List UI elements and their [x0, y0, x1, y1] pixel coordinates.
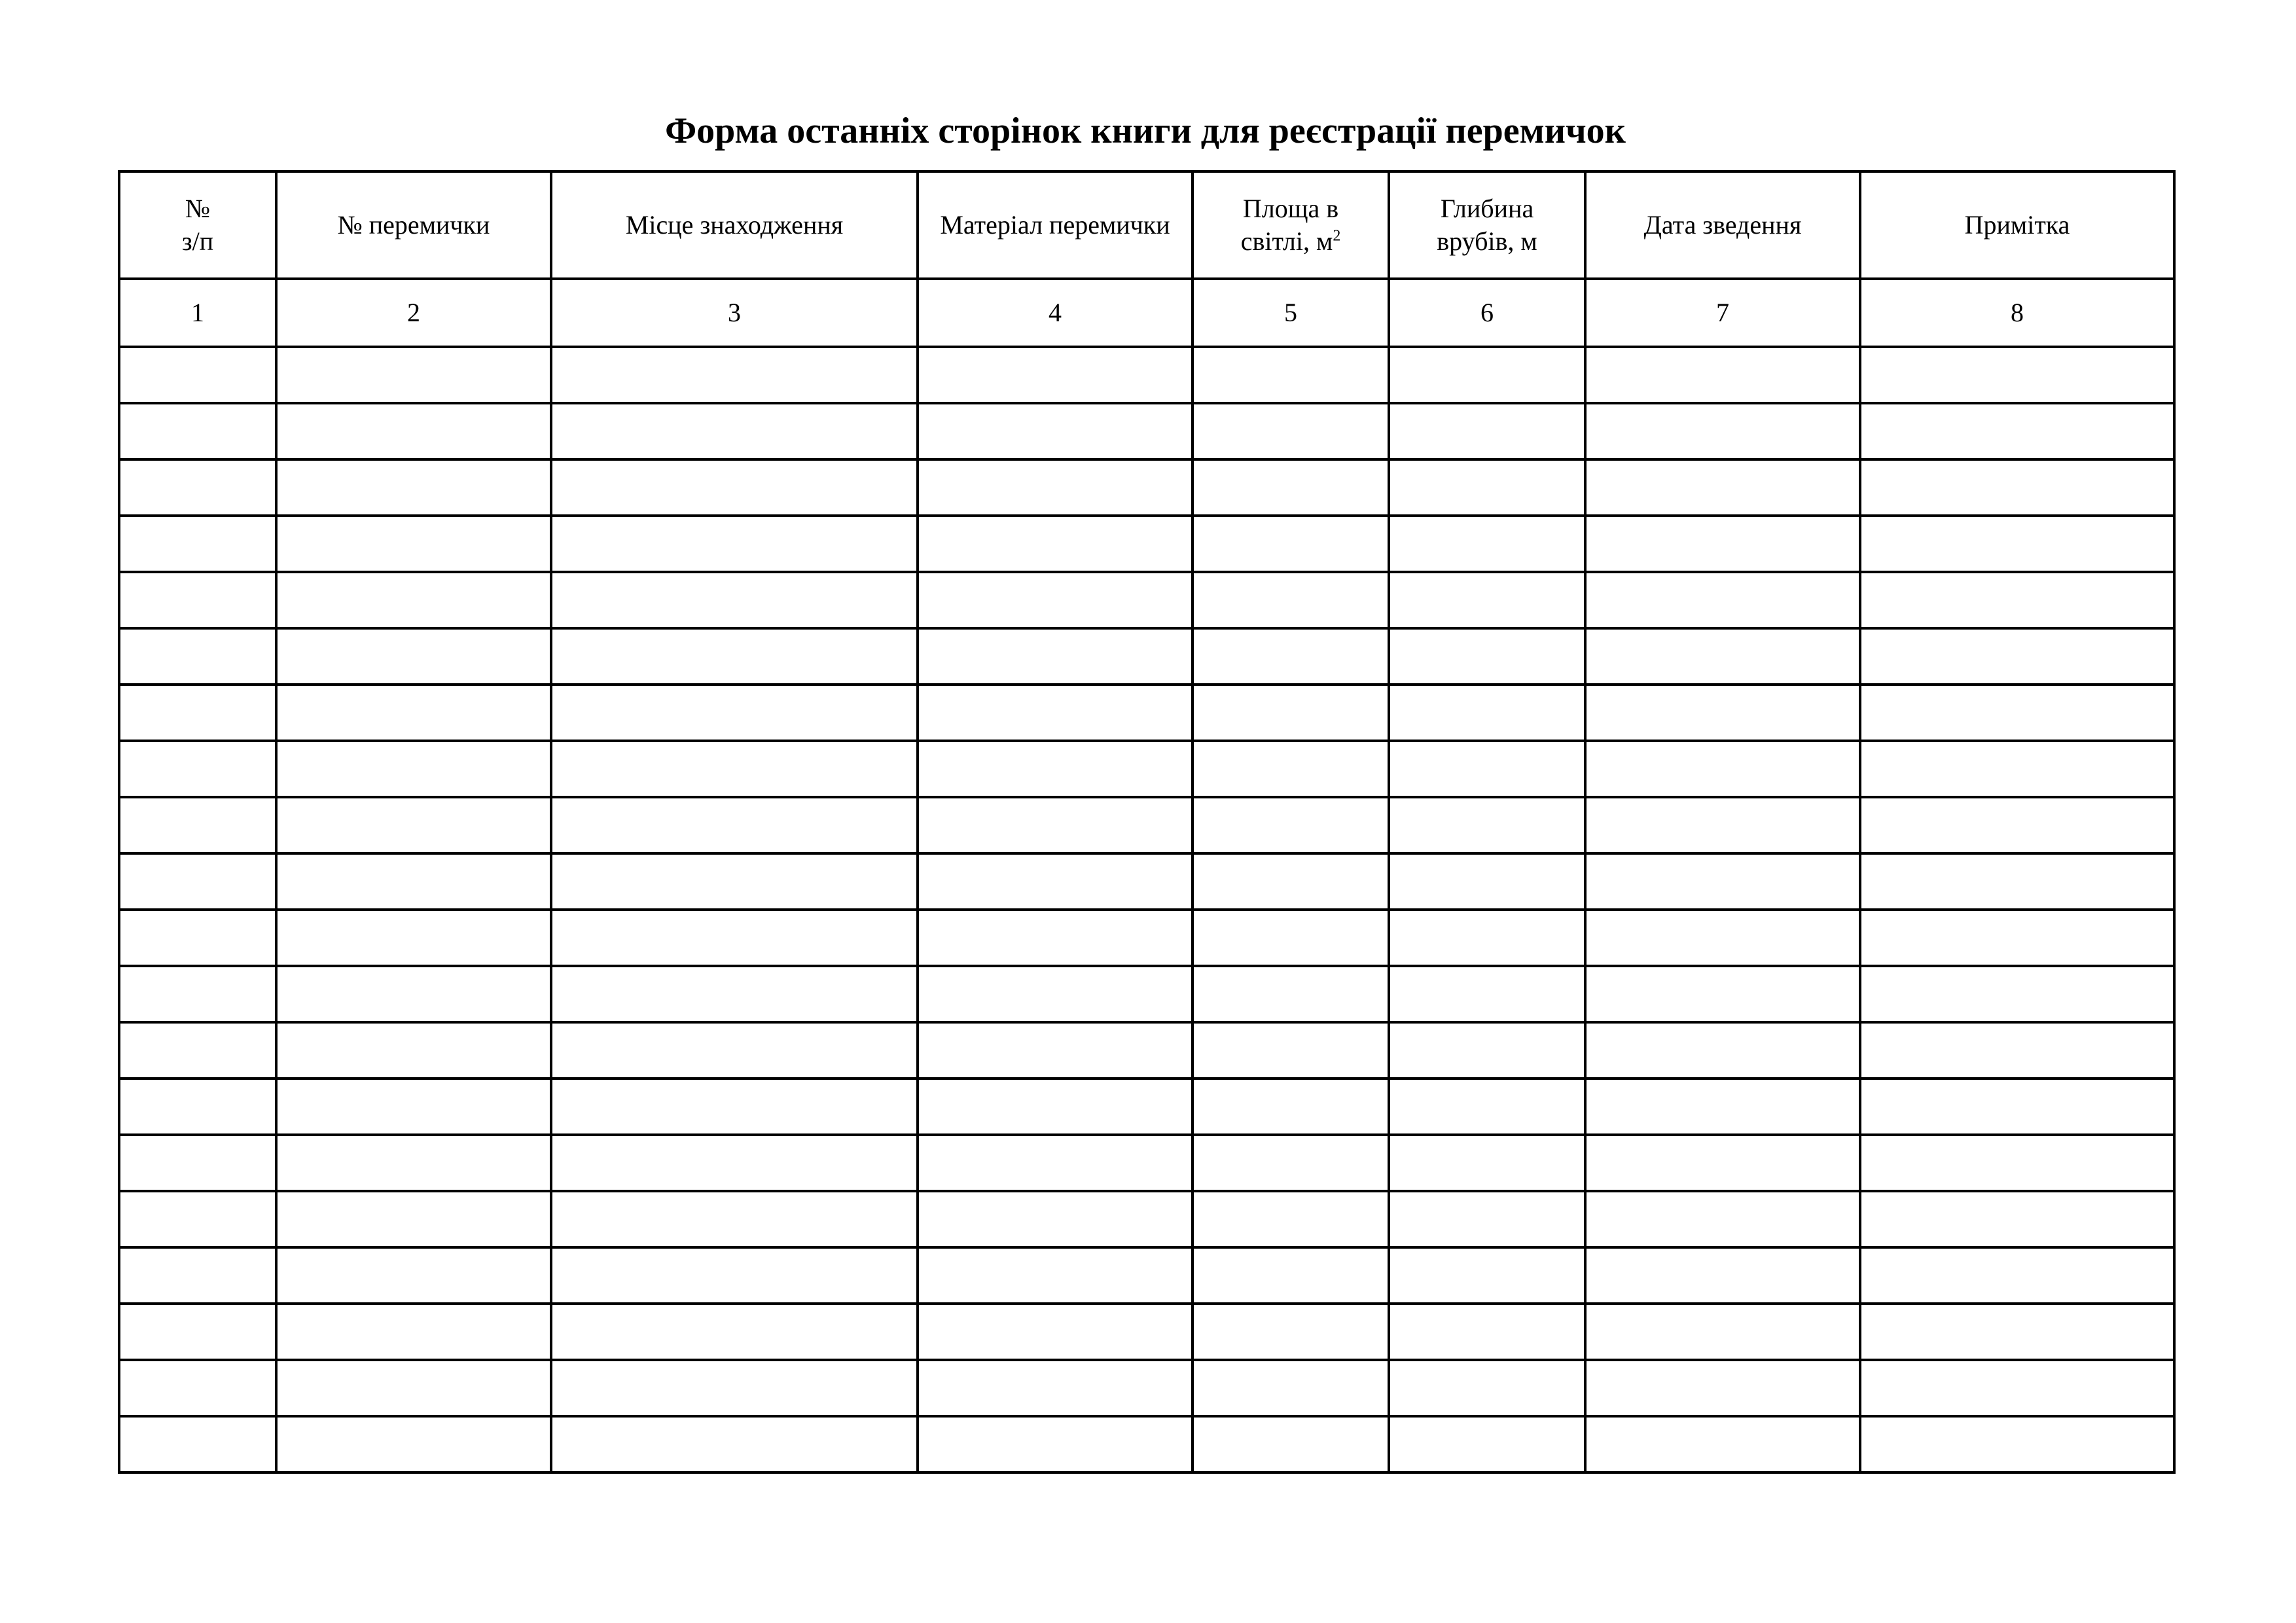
table-cell — [1389, 1304, 1585, 1360]
table-row — [119, 910, 2174, 966]
table-row — [119, 1022, 2174, 1079]
table-cell — [1585, 1416, 1860, 1472]
table-cell — [1389, 1247, 1585, 1304]
table-cell — [1860, 853, 2174, 910]
table-cell — [918, 797, 1193, 853]
header-lintel-number-label: № перемички — [337, 210, 490, 240]
table-cell — [551, 853, 918, 910]
table-cell — [1585, 403, 1860, 459]
header-cell-row-number — [119, 171, 276, 279]
table-cell — [1193, 1304, 1389, 1360]
table-cell — [918, 910, 1193, 966]
table-cell — [276, 910, 551, 966]
table-cell — [918, 1191, 1193, 1247]
table-cell — [1585, 966, 1860, 1022]
table-cell — [1389, 1135, 1585, 1191]
table-cell — [551, 685, 918, 741]
header-row — [119, 171, 2174, 279]
table-cell — [1860, 1079, 2174, 1135]
column-number-cell: 7 — [1585, 279, 1860, 347]
table-cell — [1860, 685, 2174, 741]
table-cell — [1389, 685, 1585, 741]
header-clear-area-unit: світлі, м — [1240, 226, 1333, 256]
table-cell — [1193, 628, 1389, 685]
table-cell — [119, 347, 276, 403]
table-cell — [119, 1022, 276, 1079]
table-cell — [1585, 741, 1860, 797]
table-row — [119, 741, 2174, 797]
table-cell — [1193, 966, 1389, 1022]
table-row — [119, 797, 2174, 853]
table-cell — [276, 1304, 551, 1360]
column-number-cell: 1 — [119, 279, 276, 347]
table-cell — [119, 628, 276, 685]
table-cell — [918, 628, 1193, 685]
table-cell — [551, 347, 918, 403]
table-row — [119, 1247, 2174, 1304]
table-cell — [1389, 628, 1585, 685]
table-row — [119, 1304, 2174, 1360]
table-cell — [1389, 1022, 1585, 1079]
table-cell — [276, 966, 551, 1022]
table-cell — [1585, 1191, 1860, 1247]
header-cell-note — [1860, 171, 2174, 279]
table-cell — [1389, 741, 1585, 797]
table-cell — [1193, 403, 1389, 459]
table-cell — [918, 403, 1193, 459]
table-cell — [551, 516, 918, 572]
table-cell — [1389, 516, 1585, 572]
table-cell — [1860, 966, 2174, 1022]
table-cell — [1193, 347, 1389, 403]
table-cell — [918, 741, 1193, 797]
header-clear-area-line1: Площа в — [1242, 194, 1339, 223]
header-clear-area-line2 — [1200, 225, 1381, 258]
header-cell-build-date — [1585, 171, 1860, 279]
header-row-number-line1: № — [185, 194, 211, 223]
table-cell — [918, 347, 1193, 403]
table-cell — [551, 741, 918, 797]
table-cell — [1860, 1022, 2174, 1079]
table-cell — [119, 572, 276, 628]
column-number-row — [119, 279, 2174, 347]
header-cell-clear-area — [1193, 171, 1389, 279]
table-cell — [1193, 1079, 1389, 1135]
table-cell — [1585, 516, 1860, 572]
table-row — [119, 628, 2174, 685]
header-notch-depth-line2: врубів, м — [1437, 226, 1537, 256]
table-row — [119, 1416, 2174, 1472]
header-cell-lintel-number — [276, 171, 551, 279]
table-cell — [1585, 1135, 1860, 1191]
table-cell — [1389, 966, 1585, 1022]
table-cell — [1860, 1416, 2174, 1472]
table-cell — [276, 1416, 551, 1472]
table-cell — [276, 1191, 551, 1247]
table-cell — [1860, 628, 2174, 685]
table-cell — [119, 516, 276, 572]
table-cell — [1389, 1191, 1585, 1247]
header-cell-notch-depth — [1389, 171, 1585, 279]
table-cell — [918, 1304, 1193, 1360]
table-cell — [551, 628, 918, 685]
table-cell — [119, 910, 276, 966]
header-cell-location — [551, 171, 918, 279]
table-cell — [119, 966, 276, 1022]
table-cell — [276, 628, 551, 685]
table-cell — [276, 1022, 551, 1079]
header-cell-material — [918, 171, 1193, 279]
table-cell — [551, 966, 918, 1022]
table-cell — [276, 797, 551, 853]
table-cell — [119, 1079, 276, 1135]
table-cell — [1389, 910, 1585, 966]
table-cell — [1193, 1135, 1389, 1191]
table-cell — [276, 1135, 551, 1191]
table-cell — [551, 572, 918, 628]
table-cell — [551, 1416, 918, 1472]
column-number-cell: 8 — [1860, 279, 2174, 347]
table-cell — [1389, 1416, 1585, 1472]
table-cell — [1193, 516, 1389, 572]
table-cell — [1193, 459, 1389, 516]
table-cell — [276, 1079, 551, 1135]
table-row — [119, 347, 2174, 403]
column-number-cell: 3 — [551, 279, 918, 347]
table-cell — [276, 1360, 551, 1416]
table-cell — [1585, 1247, 1860, 1304]
table-cell — [918, 853, 1193, 910]
table-cell — [276, 853, 551, 910]
table-cell — [276, 685, 551, 741]
table-cell — [918, 1247, 1193, 1304]
table-cell — [1585, 797, 1860, 853]
table-cell — [1389, 853, 1585, 910]
header-location-label: Місце знаходження — [625, 210, 844, 240]
table-cell — [918, 1022, 1193, 1079]
register-table — [118, 170, 2176, 1474]
table-cell — [918, 1135, 1193, 1191]
header-note-label: Примітка — [1964, 210, 2070, 240]
table-cell — [1585, 347, 1860, 403]
table-cell — [1585, 572, 1860, 628]
table-cell — [918, 1416, 1193, 1472]
table-cell — [551, 1360, 918, 1416]
table-cell — [551, 1247, 918, 1304]
table-row — [119, 685, 2174, 741]
table-cell — [918, 459, 1193, 516]
table-cell — [1389, 1360, 1585, 1416]
table-cell — [1389, 1079, 1585, 1135]
table-cell — [276, 572, 551, 628]
table-cell — [551, 1191, 918, 1247]
table-cell — [119, 685, 276, 741]
table-cell — [1860, 572, 2174, 628]
table-cell — [119, 1304, 276, 1360]
table-row — [119, 966, 2174, 1022]
table-cell — [1860, 459, 2174, 516]
table-row — [119, 1079, 2174, 1135]
table-cell — [1585, 685, 1860, 741]
table-cell — [1585, 1022, 1860, 1079]
column-number-cell: 6 — [1389, 279, 1585, 347]
table-cell — [1193, 1022, 1389, 1079]
table-row — [119, 1191, 2174, 1247]
table-cell — [119, 853, 276, 910]
table-row — [119, 516, 2174, 572]
table-cell — [1193, 1360, 1389, 1416]
table-cell — [1860, 797, 2174, 853]
table-cell — [1860, 1135, 2174, 1191]
table-cell — [1193, 853, 1389, 910]
table-cell — [276, 403, 551, 459]
table-cell — [918, 685, 1193, 741]
table-cell — [1860, 403, 2174, 459]
column-number-cell: 5 — [1193, 279, 1389, 347]
table-cell — [551, 797, 918, 853]
header-row-number-line2: з/п — [181, 226, 214, 256]
page-title: Форма останніх сторінок книги для реєстрації перемичок — [665, 111, 1626, 151]
table-row — [119, 572, 2174, 628]
table-cell — [1193, 685, 1389, 741]
table-cell — [918, 966, 1193, 1022]
table-cell — [119, 741, 276, 797]
column-number-cell: 4 — [918, 279, 1193, 347]
table-cell — [551, 459, 918, 516]
table-cell — [1860, 1247, 2174, 1304]
table-cell — [1389, 459, 1585, 516]
table-cell — [1193, 741, 1389, 797]
table-cell — [918, 572, 1193, 628]
table-cell — [551, 1304, 918, 1360]
table-row — [119, 459, 2174, 516]
table-cell — [119, 1247, 276, 1304]
table-cell — [119, 797, 276, 853]
table-cell — [1860, 1191, 2174, 1247]
table-cell — [1860, 516, 2174, 572]
table-cell — [119, 459, 276, 516]
table-cell — [1193, 910, 1389, 966]
column-number-cell: 2 — [276, 279, 551, 347]
table-cell — [119, 403, 276, 459]
table-cell — [1193, 572, 1389, 628]
table-cell — [1389, 403, 1585, 459]
table-cell — [1860, 910, 2174, 966]
header-clear-area-superscript: 2 — [1333, 227, 1341, 245]
table-cell — [1193, 1416, 1389, 1472]
table-cell — [551, 910, 918, 966]
table-cell — [276, 516, 551, 572]
table-cell — [1193, 797, 1389, 853]
table-cell — [1389, 797, 1585, 853]
header-material-label: Матеріал перемички — [940, 210, 1170, 240]
table-cell — [276, 741, 551, 797]
table-row — [119, 1360, 2174, 1416]
table-cell — [1860, 1360, 2174, 1416]
table-cell — [276, 459, 551, 516]
table-cell — [1193, 1191, 1389, 1247]
table-cell — [1585, 853, 1860, 910]
table-cell — [918, 1360, 1193, 1416]
header-build-date-label: Дата зведення — [1643, 210, 1802, 240]
table-cell — [119, 1416, 276, 1472]
table-cell — [1389, 347, 1585, 403]
table-cell — [551, 403, 918, 459]
table-cell — [1860, 741, 2174, 797]
table-cell — [1389, 572, 1585, 628]
table-cell — [551, 1135, 918, 1191]
table-cell — [551, 1079, 918, 1135]
table-cell — [1193, 1247, 1389, 1304]
header-notch-depth-line1: Глибина — [1440, 194, 1534, 223]
table-cell — [1585, 1360, 1860, 1416]
table-row — [119, 853, 2174, 910]
table-cell — [551, 1022, 918, 1079]
table-cell — [1585, 1079, 1860, 1135]
table-cell — [276, 1247, 551, 1304]
table-row — [119, 1135, 2174, 1191]
table-cell — [276, 347, 551, 403]
table-cell — [918, 1079, 1193, 1135]
table-cell — [119, 1135, 276, 1191]
table-cell — [1860, 347, 2174, 403]
table-row — [119, 403, 2174, 459]
table-cell — [918, 516, 1193, 572]
table-cell — [1585, 910, 1860, 966]
table-cell — [119, 1191, 276, 1247]
table-cell — [1585, 628, 1860, 685]
table-cell — [1585, 1304, 1860, 1360]
table-cell — [1585, 459, 1860, 516]
table-cell — [1860, 1304, 2174, 1360]
table-cell — [119, 1360, 276, 1416]
